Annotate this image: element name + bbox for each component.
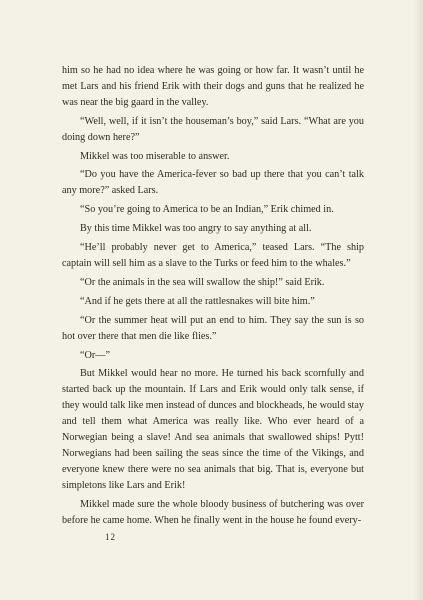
- paragraph: “And if he gets there at all the rattlesnakes will bite him.”: [80, 295, 315, 307]
- paragraph: “Do you have the America-fever so bad up there that you can’t talk any more?” asked Lars.: [62, 169, 364, 197]
- paragraph: But Mikkel would hear no more. He turned his back scornfully and started back up the mountain. If Lars and Erik would only talk sense, if they would talk like men instead of dunces and blockheads, he would stay and tell them what America was really like. Who ever heard of a Norwegian being a slave! And sea animals that swallowed ships! Pytt! Norwegians had been sailing the seas since the time of the Vikings, and everyone knew there were no sea animals that big. That is, everyone but simpletons like Lars and Erik!: [62, 368, 364, 491]
- paragraph: “Or the animals in the sea will swallow the ship!” said Erik.: [80, 276, 325, 288]
- paragraph: “So you’re going to America to be an Indian,” Erik chimed in.: [80, 204, 334, 216]
- paragraph: him so he had no idea where he was going or how far. It wasn’t until he met Lars and his friend Erik with their dogs and guns that he realized he was near the big gaard in the valley.: [62, 65, 364, 108]
- page-number: 12: [105, 532, 116, 542]
- paragraph: “Or the summer heat will put an end to him. They say the sun is so hot over there that men die like flies.”: [62, 314, 364, 342]
- paragraph: “He’ll probably never get to America,” teased Lars. “The ship captain will sell him as a slave to the Turks or feed him to the whales.”: [62, 242, 364, 269]
- paragraph: By this time Mikkel was too angry to say anything at all.: [80, 223, 312, 235]
- page-body-text: [62, 63, 364, 528]
- paragraph: Mikkel made sure the whole bloody business of butchering was over before he came home. When he finally went in the house he found every-: [62, 498, 364, 526]
- paragraph: “Well, well, if it isn’t the houseman’s boy,” said Lars. “What are you doing down here?”: [62, 115, 364, 143]
- paragraph: “Or—”: [80, 349, 110, 361]
- paragraph: Mikkel was too miserable to answer.: [80, 150, 230, 162]
- page-edge-shadow: [413, 0, 423, 600]
